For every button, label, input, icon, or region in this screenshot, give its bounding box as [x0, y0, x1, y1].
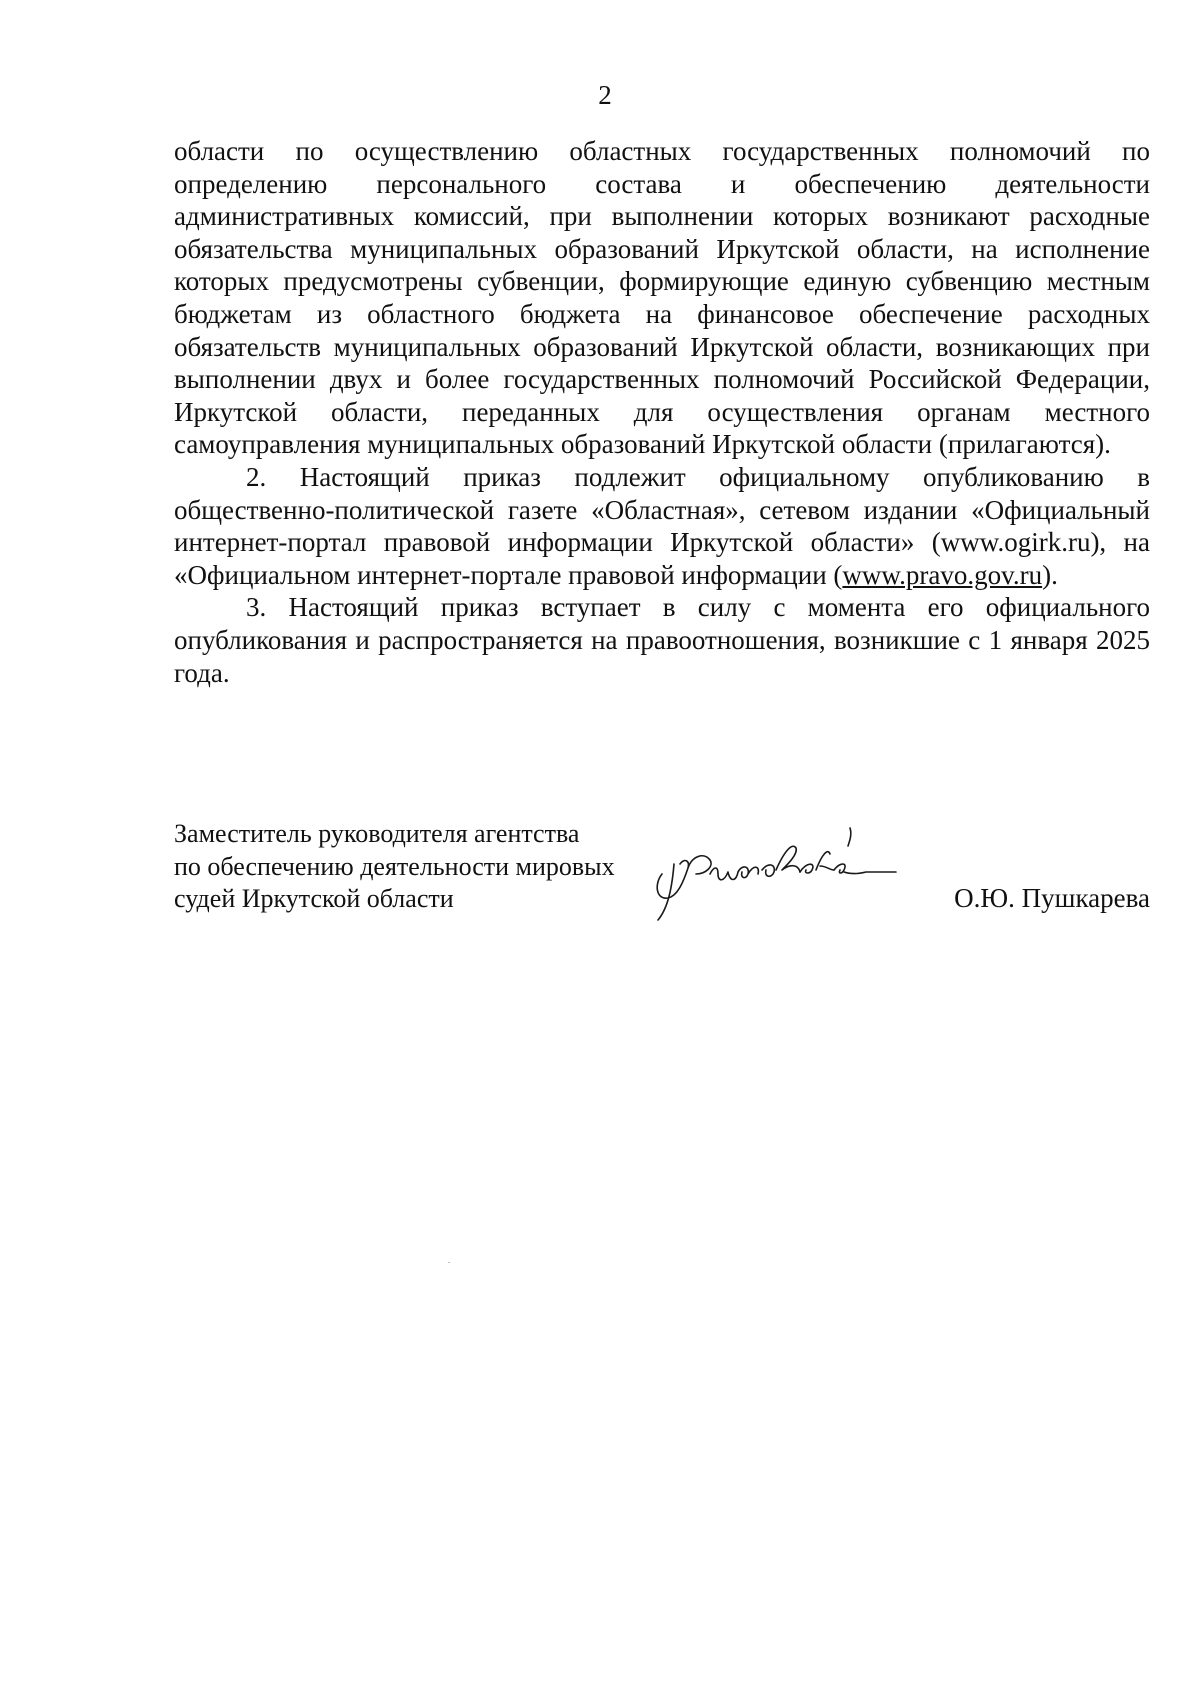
handwritten-signature	[644, 808, 904, 928]
pravo-link[interactable]: www.pravo.gov.ru	[842, 559, 1043, 590]
signer-title-line-2: по обеспечению деятельности мировых	[174, 851, 615, 881]
signer-title-line-3: судей Иркутской области	[174, 884, 454, 913]
signer-title	[174, 818, 615, 916]
paragraph-2-end: ).	[1042, 559, 1058, 590]
document-body	[174, 135, 1150, 689]
paragraph-3: 3. Настоящий приказ вступает в силу с момента его официального опубликования и распространяется на правоотношения, возникшие с 1 января 2025 года.	[174, 592, 1150, 688]
scan-speck	[448, 1262, 450, 1263]
signer-name: О.Ю. Пушкарева	[954, 883, 1150, 913]
page-number: 2	[598, 80, 612, 110]
signature-block	[174, 818, 1150, 938]
paragraph-2-text: 2. Настоящий приказ подлежит официальному опубликованию в общественно-политической газете «Областная», сетевом издании «Официальный интернет-портал правовой информации Иркутской области» (www.ogirk.ru), на «Официальном интернет-портале правовой информации (	[174, 461, 1150, 590]
paragraph-1: области по осуществлению областных государственных полномочий по определению персонального состава и обеспечению деятельности административных комиссий, при выполнении которых возникают расходные обязательства муниципальных образований Иркутской области, на исполнение которых предусмотрены субвенции, формирующие единую субвенцию местным бюджетам из областного бюджета на финансовое обеспечение расходных обязательств муниципальных образований Иркутской области, возникающих при выполнении двух и более государственных полномочий Российской Федерации, Иркутской области, переданных для осуществления органам местного самоуправления муниципальных образований Иркутской области (прилагаются).	[174, 136, 1150, 460]
paragraph-2	[174, 461, 1150, 591]
signer-title-line-1: Заместитель руководителя агентства	[174, 819, 580, 848]
